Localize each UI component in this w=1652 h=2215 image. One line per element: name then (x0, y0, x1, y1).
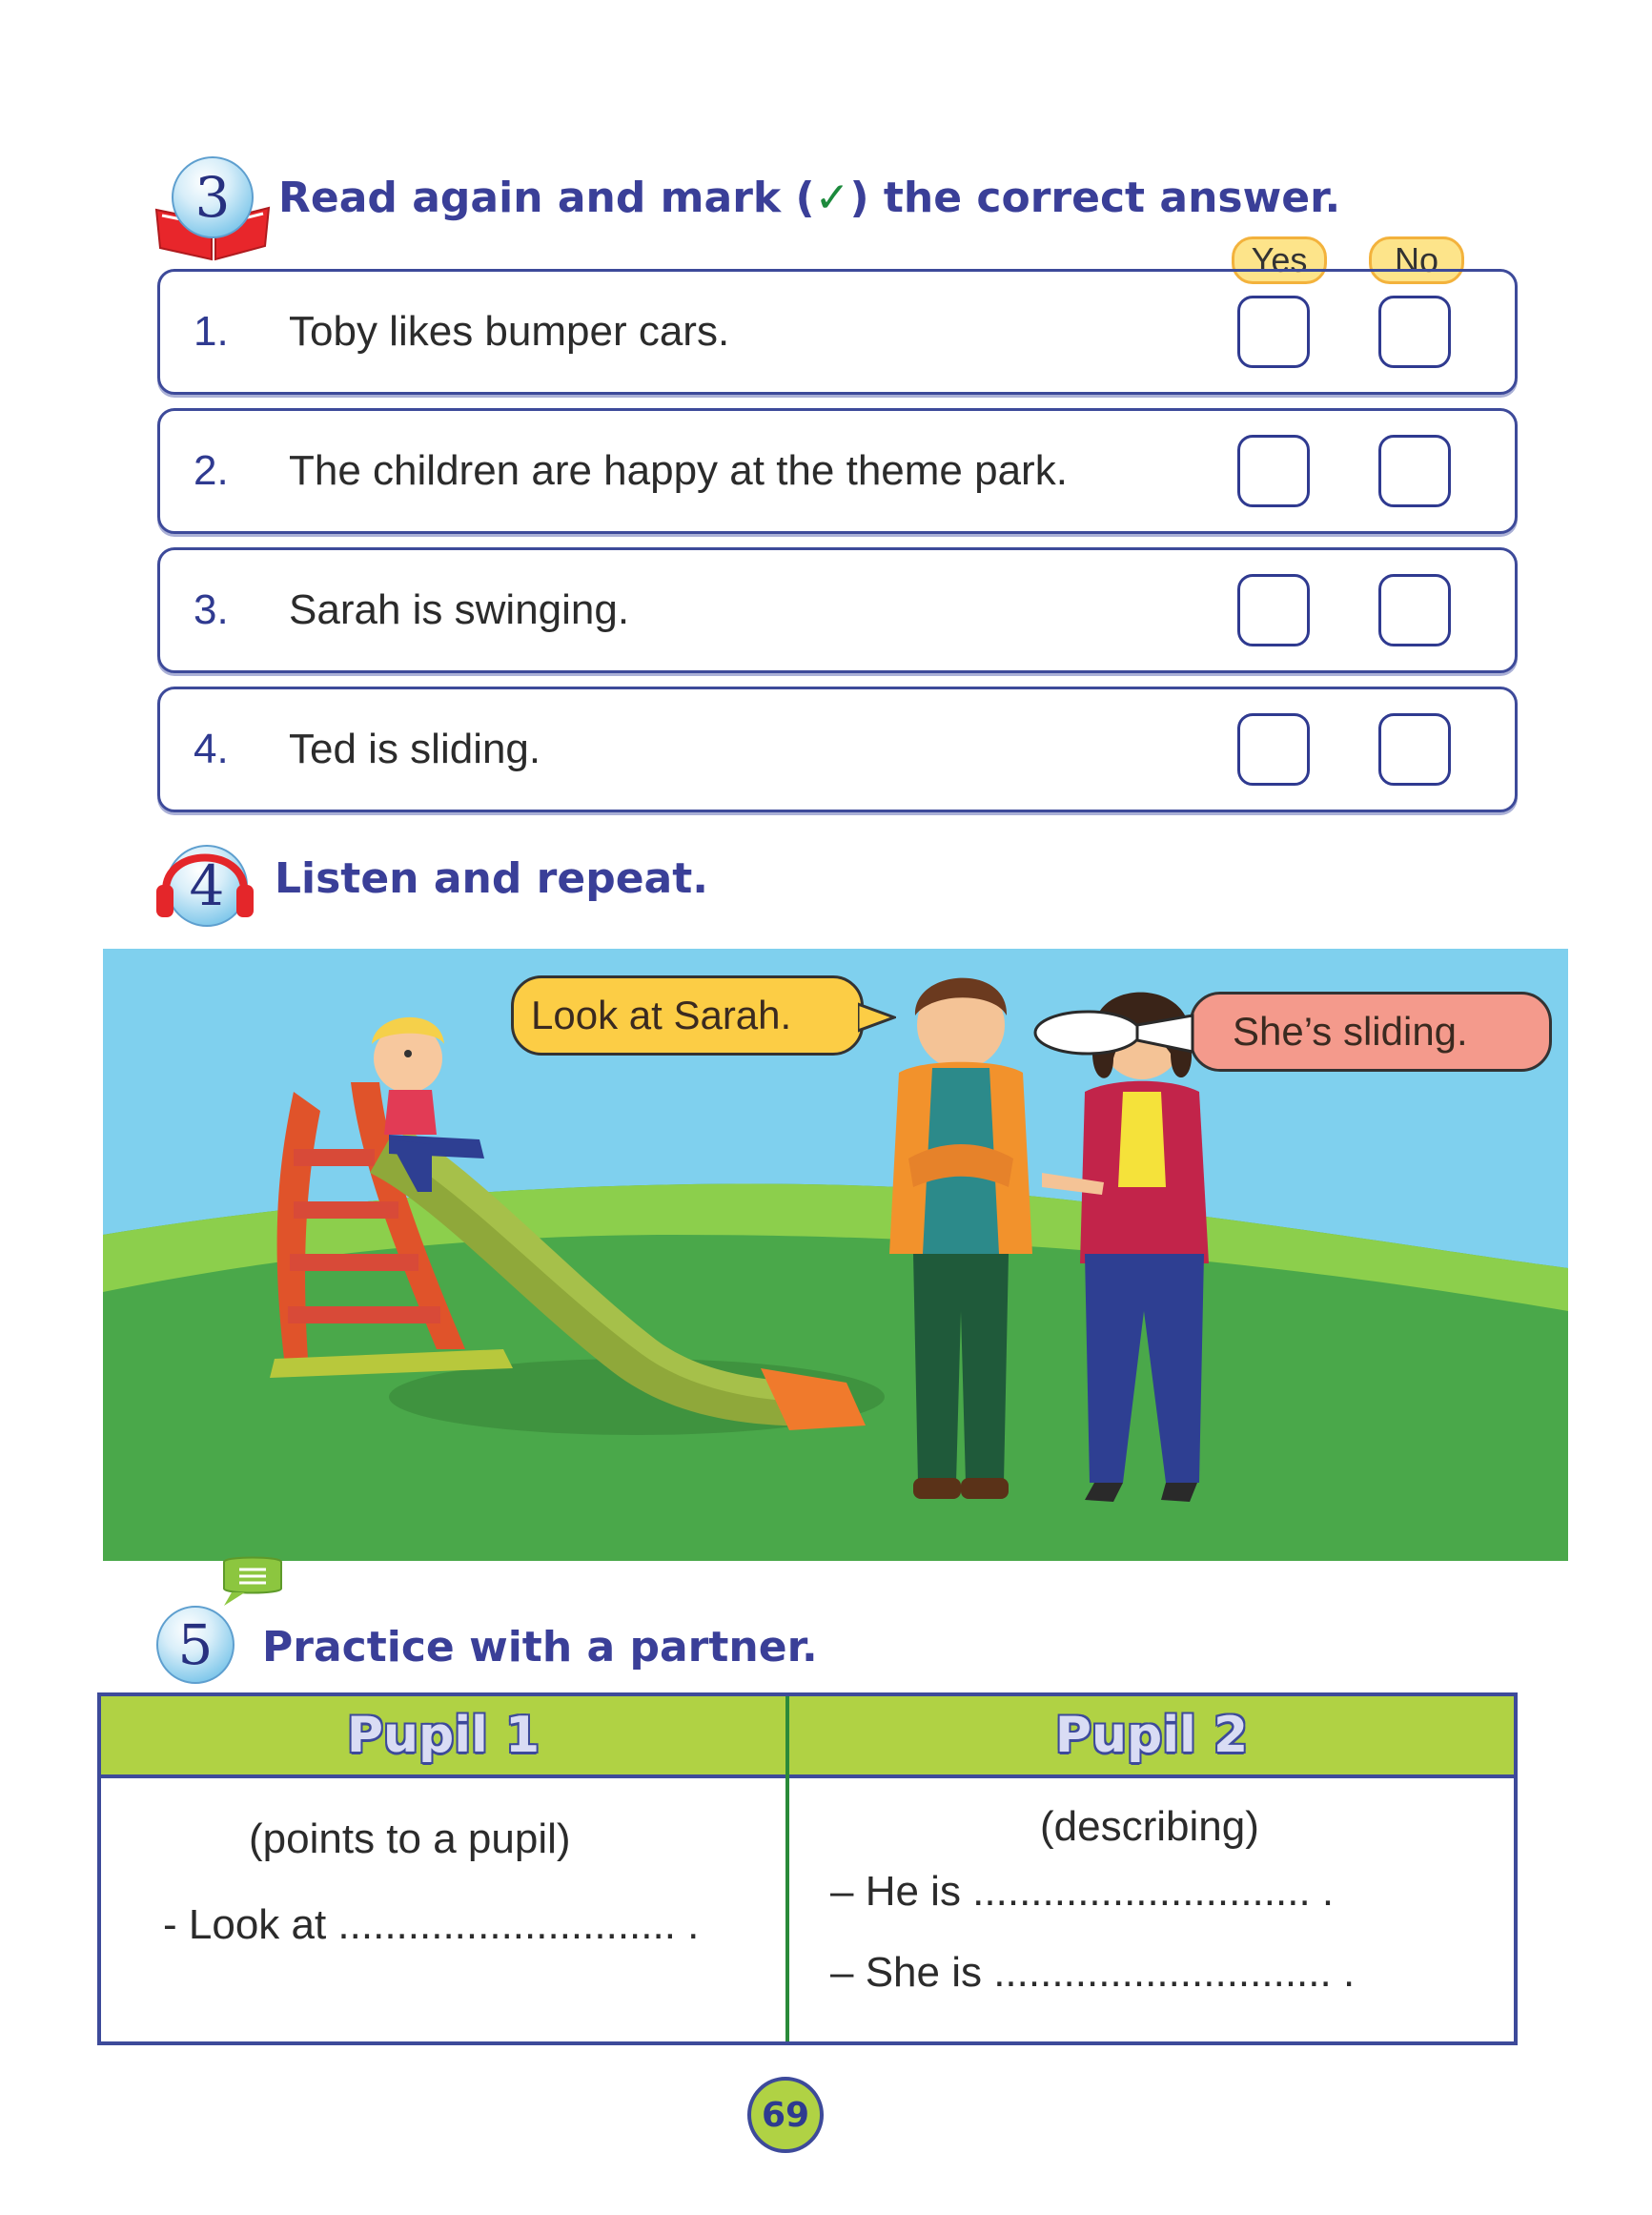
page-number: 69 (761, 2095, 810, 2135)
section-4-title: Listen and repeat. (275, 854, 708, 903)
speech-bubble-woman (1190, 992, 1552, 1072)
question-text: Sarah is swinging. (289, 586, 630, 633)
section-5-number: 5 (156, 1606, 235, 1684)
question-text: The children are happy at the theme park. (289, 447, 1068, 494)
yes-checkbox[interactable] (1237, 713, 1310, 786)
question-text: Ted is sliding. (289, 726, 541, 772)
table-header-pupil-1: Pupil 1 (101, 1696, 785, 1778)
section-3-number: 3 (172, 156, 254, 238)
yes-label: Yes (1232, 236, 1327, 284)
question-number: 3. (194, 586, 229, 633)
no-checkbox[interactable] (1378, 296, 1451, 368)
section-3-title: Read again and mark (✓) the correct answer. (278, 174, 1341, 222)
speech-bubble-man (511, 975, 864, 1056)
section-5-title: Practice with a partner. (262, 1623, 818, 1672)
no-label: No (1369, 236, 1464, 284)
section-3-badge (153, 153, 276, 267)
speech-text-man: Look at Sarah. (531, 993, 792, 1037)
question-number: 2. (194, 447, 229, 494)
table-header-pupil-2: Pupil 2 (789, 1696, 1514, 1778)
pupil-1-hint: (points to a pupil) (249, 1815, 571, 1862)
question-row-3 (157, 547, 1518, 673)
pupil-2-line-2: – She is ............................. . (830, 1949, 1356, 1996)
playground-illustration (103, 949, 1568, 1561)
yes-checkbox[interactable] (1237, 574, 1310, 646)
question-row-4 (157, 687, 1518, 812)
chat-bubble-icon (214, 1554, 291, 1611)
question-number: 4. (194, 726, 229, 772)
yes-checkbox[interactable] (1237, 435, 1310, 507)
speech-tail-woman (1032, 998, 1194, 1065)
pupil-1-line: - Look at ............................. . (163, 1901, 700, 1948)
no-checkbox[interactable] (1378, 574, 1451, 646)
question-number: 1. (194, 308, 229, 355)
pupil-2-hint: (describing) (1040, 1803, 1259, 1850)
check-icon: ✓ (814, 174, 850, 222)
partner-table (97, 1692, 1518, 2045)
section-4-number: 4 (166, 845, 248, 927)
pupil-2-line-1: – He is ............................. . (830, 1868, 1335, 1915)
question-row-2 (157, 408, 1518, 534)
no-checkbox[interactable] (1378, 713, 1451, 786)
question-text: Toby likes bumper cars. (289, 308, 730, 355)
yes-checkbox[interactable] (1237, 296, 1310, 368)
headphones-icon (153, 828, 257, 933)
page-number-badge (747, 2077, 824, 2153)
question-row-1 (157, 269, 1518, 395)
section-4-badge (153, 828, 257, 933)
speech-text-woman: She’s sliding. (1233, 1009, 1468, 1054)
table-divider (785, 1696, 789, 2041)
speech-tail-man (858, 998, 896, 1036)
no-checkbox[interactable] (1378, 435, 1451, 507)
